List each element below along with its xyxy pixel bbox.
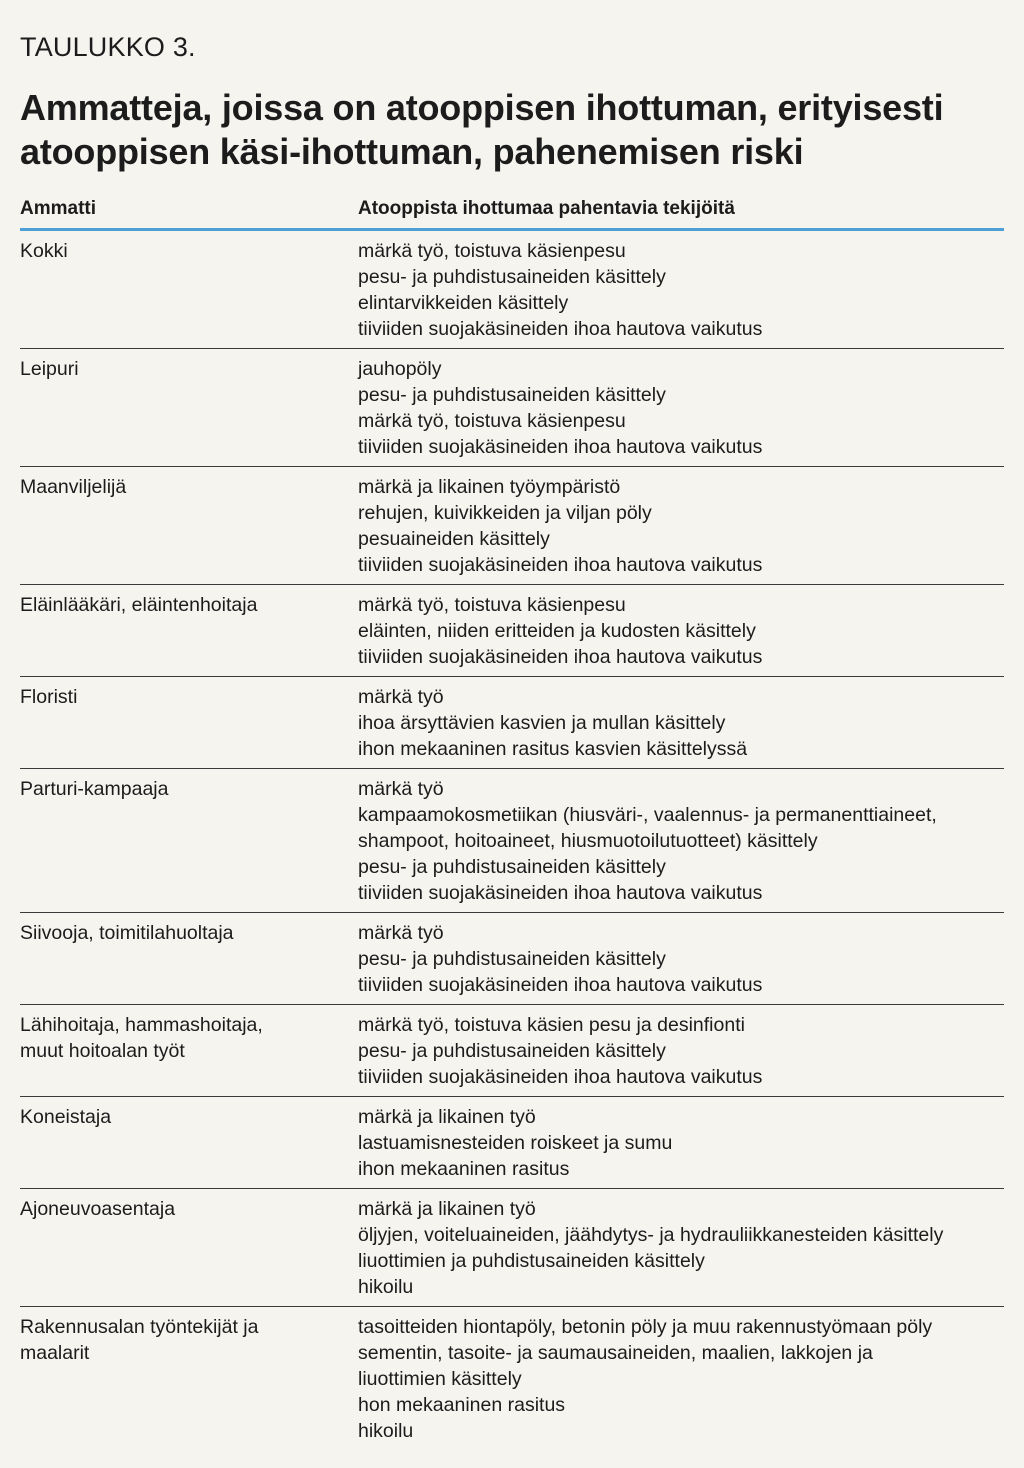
factors-cell	[358, 474, 1004, 578]
factor-item: pesu- ja puhdistusaineiden käsittely	[358, 856, 666, 878]
factor-item: tiiviiden suojakäsineiden ihoa hautova vaikutus	[358, 436, 763, 458]
occupation-name: Kokki	[20, 240, 68, 262]
factors-cell	[358, 238, 1004, 342]
occupation-name: Eläinlääkäri, eläintenhoitaja	[20, 594, 258, 616]
table-row	[20, 913, 1004, 1005]
factor-item: ihoa ärsyttävien kasvien ja mullan käsittely	[358, 712, 726, 734]
table-header	[20, 197, 1004, 231]
factors-cell	[358, 684, 1004, 762]
factor-item: märkä työ, toistuva käsienpesu	[358, 410, 626, 432]
factor-item: tasoitteiden hiontapöly, betonin pöly ja muu rakennustyömaan pöly	[358, 1316, 933, 1338]
occupation-name: Leipuri	[20, 358, 79, 380]
occupation-cell	[20, 1012, 358, 1090]
occupation-cell	[20, 1196, 358, 1300]
factors-cell	[358, 356, 1004, 460]
table-row	[20, 467, 1004, 585]
occupation-cell	[20, 684, 358, 762]
factor-item: pesu- ja puhdistusaineiden käsittely	[358, 384, 666, 406]
factor-item: pesuaineiden käsittely	[358, 528, 550, 550]
factor-item: kampaamokosmetiikan (hiusväri-, vaalennus- ja permanenttiaineet,	[358, 804, 937, 826]
factors-cell	[358, 1104, 1004, 1182]
occupation-cell	[20, 474, 358, 578]
factor-item: ihon mekaaninen rasitus	[358, 1158, 570, 1180]
table-row	[20, 231, 1004, 349]
occupation-name: Koneistaja	[20, 1106, 112, 1128]
table-row	[20, 349, 1004, 467]
title-line: atooppisen käsi-ihottuman, pahenemisen riski	[20, 131, 804, 172]
factor-item: öljyjen, voiteluaineiden, jäähdytys- ja hydrauliikkanesteiden käsittely	[358, 1224, 944, 1246]
header-factors: Atooppista ihottumaa pahentavia tekijöitä	[358, 198, 735, 219]
occupation-cell	[20, 776, 358, 906]
factor-item: ihon mekaaninen rasitus kasvien käsittelyssä	[358, 738, 748, 760]
occupation-cell	[20, 238, 358, 342]
factor-item: liuottimien ja puhdistusaineiden käsittely	[358, 1250, 705, 1272]
occupation-name: Floristi	[20, 686, 78, 708]
occupation-name: Ajoneuvoasentaja	[20, 1198, 176, 1220]
factor-item: märkä työ, toistuva käsienpesu	[358, 240, 626, 262]
factor-item: tiiviiden suojakäsineiden ihoa hautova vaikutus	[358, 554, 763, 576]
factor-item: liuottimien käsittely	[358, 1368, 522, 1390]
factor-item: märkä työ	[358, 686, 444, 708]
factor-item: pesu- ja puhdistusaineiden käsittely	[358, 948, 666, 970]
factor-item: märkä työ	[358, 922, 444, 944]
factors-cell	[358, 1196, 1004, 1300]
factor-item: märkä työ, toistuva käsienpesu	[358, 594, 626, 616]
table-row	[20, 769, 1004, 913]
factor-item: sementin, tasoite- ja saumausaineiden, maalien, lakkojen ja	[358, 1342, 873, 1364]
factor-item: rehujen, kuivikkeiden ja viljan pöly	[358, 502, 652, 524]
table-label: TAULUKKO 3.	[20, 32, 196, 62]
factor-item: jauhopöly	[358, 358, 442, 380]
occupation-cell	[20, 592, 358, 670]
header-occupation: Ammatti	[20, 198, 97, 219]
table-row	[20, 677, 1004, 769]
table-title	[20, 86, 1004, 174]
occupation-cell	[20, 1104, 358, 1182]
occupation-name: Maanviljelijä	[20, 476, 127, 498]
table-body	[20, 231, 1004, 1450]
factor-item: lastuamisnesteiden roiskeet ja sumu	[358, 1132, 673, 1154]
table-row	[20, 1097, 1004, 1189]
factor-item: tiiviiden suojakäsineiden ihoa hautova vaikutus	[358, 646, 763, 668]
factor-item: hon mekaaninen rasitus	[358, 1394, 566, 1416]
occupation-name: Siivooja, toimitilahuoltaja	[20, 922, 234, 944]
factor-item: eläinten, niiden eritteiden ja kudosten käsittely	[358, 620, 756, 642]
factor-item: elintarvikkeiden käsittely	[358, 292, 569, 314]
factor-item: hikoilu	[358, 1276, 414, 1298]
factors-cell	[358, 920, 1004, 998]
factor-item: tiiviiden suojakäsineiden ihoa hautova vaikutus	[358, 974, 763, 996]
occupation-name: maalarit	[20, 1342, 90, 1364]
table-row	[20, 1189, 1004, 1307]
occupation-name: Rakennusalan työntekijät ja	[20, 1316, 259, 1338]
factor-item: pesu- ja puhdistusaineiden käsittely	[358, 1040, 666, 1062]
occupation-cell	[20, 356, 358, 460]
occupation-cell	[20, 920, 358, 998]
occupation-name: Lähihoitaja, hammashoitaja,	[20, 1014, 263, 1036]
factor-item: märkä työ	[358, 778, 444, 800]
factor-item: tiiviiden suojakäsineiden ihoa hautova vaikutus	[358, 882, 763, 904]
occupation-cell	[20, 1314, 358, 1444]
table-row	[20, 585, 1004, 677]
factor-item: märkä ja likainen työ	[358, 1198, 536, 1220]
factors-cell	[358, 1314, 1004, 1444]
factor-item: tiiviiden suojakäsineiden ihoa hautova vaikutus	[358, 318, 763, 340]
occupation-name: muut hoitoalan työt	[20, 1040, 185, 1062]
occupation-name: Parturi-kampaaja	[20, 778, 169, 800]
factor-item: hikoilu	[358, 1420, 414, 1442]
factor-item: märkä ja likainen työ	[358, 1106, 536, 1128]
factors-cell	[358, 1012, 1004, 1090]
factor-item: märkä työ, toistuva käsien pesu ja desinfionti	[358, 1014, 745, 1036]
factors-cell	[358, 776, 1004, 906]
factor-item: tiiviiden suojakäsineiden ihoa hautova vaikutus	[358, 1066, 763, 1088]
table-row	[20, 1307, 1004, 1450]
factors-cell	[358, 592, 1004, 670]
factor-item: märkä ja likainen työympäristö	[358, 476, 621, 498]
title-line: Ammatteja, joissa on atooppisen ihottuman, erityisesti	[20, 87, 944, 128]
table-row	[20, 1005, 1004, 1097]
factor-item: pesu- ja puhdistusaineiden käsittely	[358, 266, 666, 288]
factor-item: shampoot, hoitoaineet, hiusmuotoilutuotteet) käsittely	[358, 830, 818, 852]
